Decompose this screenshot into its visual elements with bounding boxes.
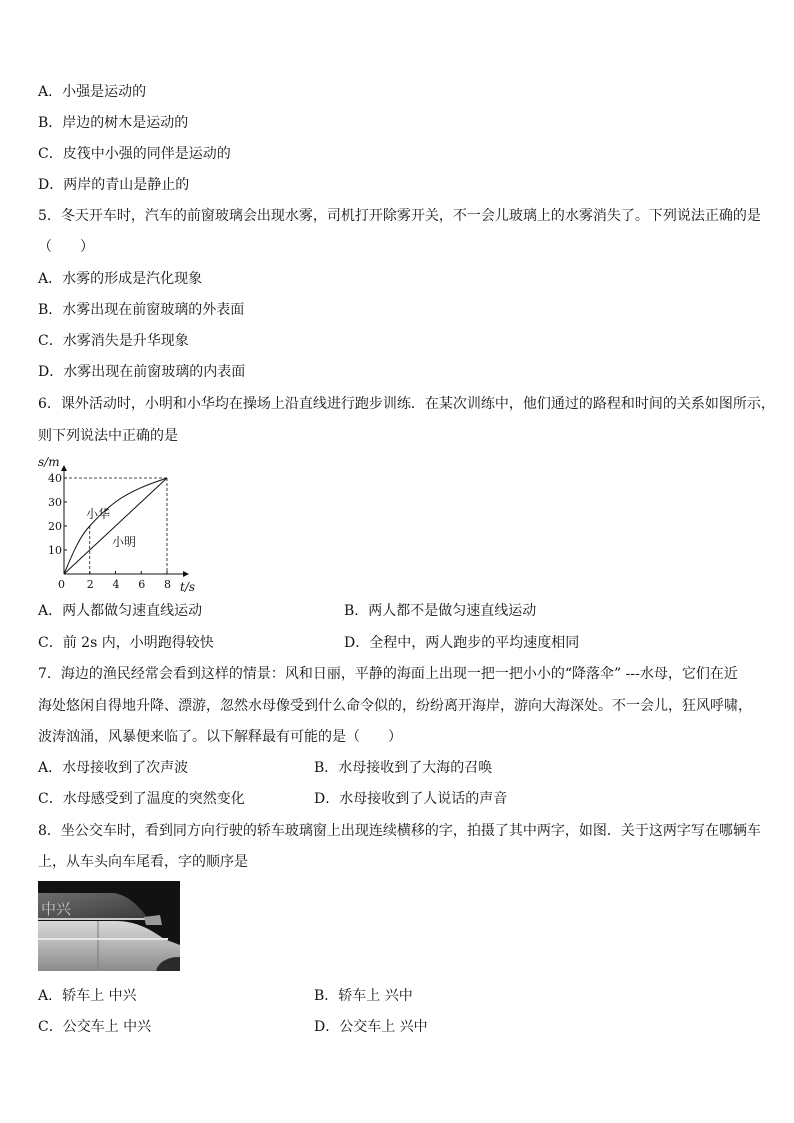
q8-stem: 8．坐公交车时，看到同方向行驶的轿车玻璃窗上出现连续横移的字，拍摄了其中两字，如图．关于这两字写在哪辆车 — [38, 823, 761, 839]
q5-option-b: B．水雾出现在前窗玻璃的外表面 — [38, 302, 245, 318]
x-tick-label: 6 — [138, 578, 146, 591]
q7-stem-cont2: 波涛汹涌，风暴便来临了。以下解释最有可能的是（ ） — [38, 729, 402, 745]
q8-option-b: B．轿车上 兴中 — [314, 988, 413, 1004]
x-tick-label: 4 — [112, 578, 120, 591]
q4-option-c: C．皮筏中小强的同伴是运动的 — [38, 146, 231, 162]
q4-option-b: B．岸边的树木是运动的 — [38, 115, 189, 131]
q5-option-d: D．水雾出现在前窗玻璃的内表面 — [38, 364, 246, 380]
x-tick-label: 8 — [164, 578, 171, 591]
q5-stem: 5．冬天开车时，汽车的前窗玻璃会出现水雾，司机打开除雾开关，不一会儿玻璃上的水雾消失了。下列说法正确的是 — [38, 208, 761, 224]
y-tick-label: 10 — [48, 544, 62, 557]
q6-option-a: A．两人都做匀速直线运动 — [38, 603, 203, 619]
car-window-photo — [38, 881, 180, 971]
series-label-xiaohua: 小华 — [86, 507, 111, 521]
q4-option-a: A．小强是运动的 — [38, 84, 147, 100]
x-tick-label: 0 — [58, 578, 65, 591]
y-tick-label: 30 — [48, 496, 62, 509]
q7-option-a: A．水母接收到了次声波 — [38, 760, 189, 776]
q6-option-c: C．前 2s 内，小明跑得较快 — [38, 635, 214, 651]
y-axis-label: s/m — [38, 455, 60, 469]
q8-option-d: D．公交车上 兴中 — [314, 1019, 428, 1035]
y-tick-label: 40 — [48, 472, 62, 485]
xiaoming-line — [64, 478, 167, 574]
q6-stem: 6．课外活动时，小明和小华均在操场上沿直线进行跑步训练．在某次训练中，他们通过的路程和时间的关系如图所示， — [38, 396, 775, 412]
q8-option-c: C．公交车上 中兴 — [38, 1019, 152, 1035]
q6-option-b: B．两人都不是做匀速直线运动 — [344, 603, 537, 619]
q8-stem-cont: 上，从车头向车尾看，字的顺序是 — [38, 854, 248, 870]
q4-option-d: D．两岸的青山是静止的 — [38, 177, 190, 193]
x-tick-label: 2 — [86, 578, 94, 591]
series-label-xiaoming: 小明 — [112, 535, 137, 549]
q7-stem-cont1: 海处悠闲自得地升降、漂游，忽然水母像受到什么命令似的，纷纷离开海岸，游向大海深处。不一会儿，狂风呼啸， — [38, 698, 752, 714]
q5-option-a: A．水雾的形成是汽化现象 — [38, 271, 203, 287]
q5-stem-paren: （ ） — [38, 239, 94, 255]
q6-option-d: D．全程中，两人跑步的平均速度相同 — [344, 635, 580, 651]
window-characters: 中兴 — [41, 900, 72, 918]
q7-option-c: C．水母感受到了温度的突然变化 — [38, 791, 245, 807]
q7-stem: 7．海边的渔民经常会看到这样的情景：风和日丽，平静的海面上出现一把一把小小的“降落伞” ---水母，它们在近 — [38, 666, 738, 682]
q7-option-d: D．水母接收到了人说话的声音 — [314, 791, 508, 807]
q8-option-a: A．轿车上 中兴 — [38, 988, 137, 1004]
x-axis-label: t/s — [180, 580, 196, 594]
q5-option-c: C．水雾消失是升华现象 — [38, 333, 189, 349]
q6-stem-cont: 则下列说法中正确的是 — [38, 428, 178, 444]
distance-time-chart — [36, 452, 206, 594]
y-tick-label: 20 — [48, 520, 62, 533]
q7-option-b: B．水母接收到了大海的召唤 — [314, 760, 493, 776]
